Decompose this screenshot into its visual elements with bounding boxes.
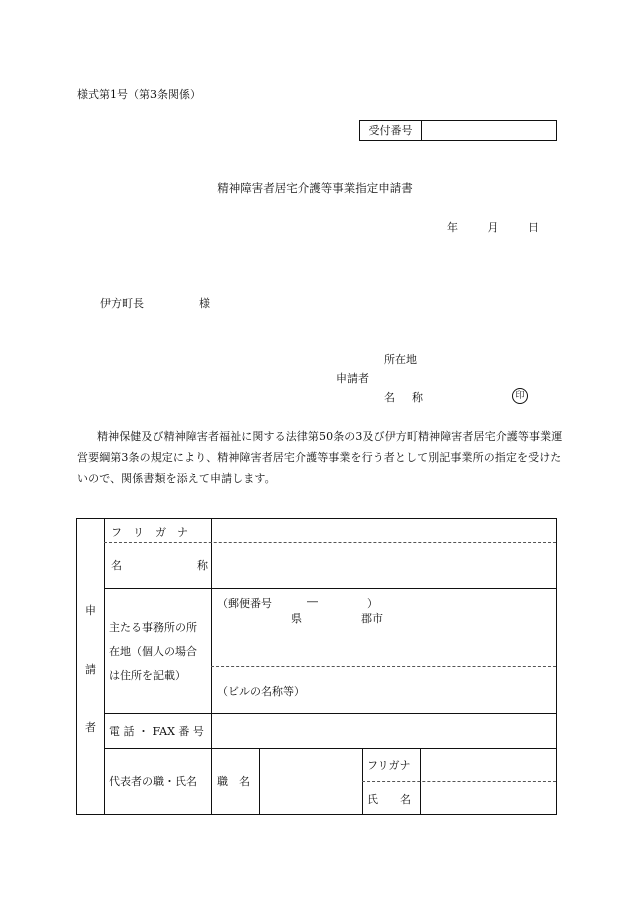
side-label-char-2: 請 xyxy=(85,663,96,676)
rep-furigana-label: フリガナ xyxy=(367,759,411,772)
applicant-name-label: 名 称 xyxy=(384,391,426,404)
applicant-table xyxy=(76,518,557,815)
seal-icon: 印 xyxy=(512,388,528,404)
furigana-field[interactable] xyxy=(217,521,552,539)
rep-furigana-field[interactable] xyxy=(425,751,553,777)
prefecture-label: 県 xyxy=(291,612,302,625)
applicant-address-label: 所在地 xyxy=(384,353,417,366)
office-address-label-line-3: は住所を記載） xyxy=(109,669,186,682)
postal-code-label: （郵便番号 xyxy=(217,597,272,610)
furigana-label: フ リ ガ ナ xyxy=(111,526,188,539)
date-day: 日 xyxy=(528,221,539,234)
name-label-left: 名 xyxy=(111,559,122,572)
representative-label: 代表者の職・氏名 xyxy=(109,775,197,788)
side-label-char-3: 者 xyxy=(85,721,96,734)
rep-name-field[interactable] xyxy=(425,785,553,811)
application-statement: 精神保健及び精神障害者福祉に関する法律第50条の3及び伊方町精神障害者居宅介護等事業運営要綱第3条の規定により、精神障害者居宅介護等事業を行う者として別記事業所の指定を受けたいので、関係書類を添えて申請します。 xyxy=(77,430,563,485)
rep-name-label: 氏 名 xyxy=(367,793,411,806)
office-address-label-line-1: 主たる事務所の所 xyxy=(109,621,197,634)
applicant-label: 申請者 xyxy=(336,372,369,385)
receipt-number-box xyxy=(359,120,557,141)
county-city-label: 郡市 xyxy=(361,612,383,625)
building-name-label: （ビルの名称等） xyxy=(217,685,305,698)
job-title-field[interactable] xyxy=(263,752,358,810)
date-year: 年 xyxy=(447,221,458,234)
postal-code-dash: ― xyxy=(307,595,318,608)
date-line xyxy=(447,219,565,235)
postal-code-close: ） xyxy=(367,597,378,610)
name-field[interactable] xyxy=(217,547,552,583)
receipt-number-label: 受付番号 xyxy=(360,121,422,140)
addressee-honorific: 様 xyxy=(199,297,210,310)
side-label-char-1: 申 xyxy=(85,604,96,617)
form-number: 様式第1号（第3条関係） xyxy=(77,88,201,101)
document-title: 精神障害者居宅介護等事業指定申請書 xyxy=(217,181,413,195)
addressee-name: 伊方町長 xyxy=(100,297,144,310)
office-address-label-line-2: 在地（個人の場合 xyxy=(109,645,197,658)
phone-fax-label: 電 話 ・ FAX 番 号 xyxy=(109,725,204,738)
name-label-right: 称 xyxy=(197,559,208,572)
addressee xyxy=(100,295,210,311)
job-title-label: 職 名 xyxy=(217,775,250,788)
receipt-number-field[interactable] xyxy=(422,121,556,140)
phone-fax-field[interactable] xyxy=(217,717,552,743)
date-month: 月 xyxy=(487,221,499,234)
